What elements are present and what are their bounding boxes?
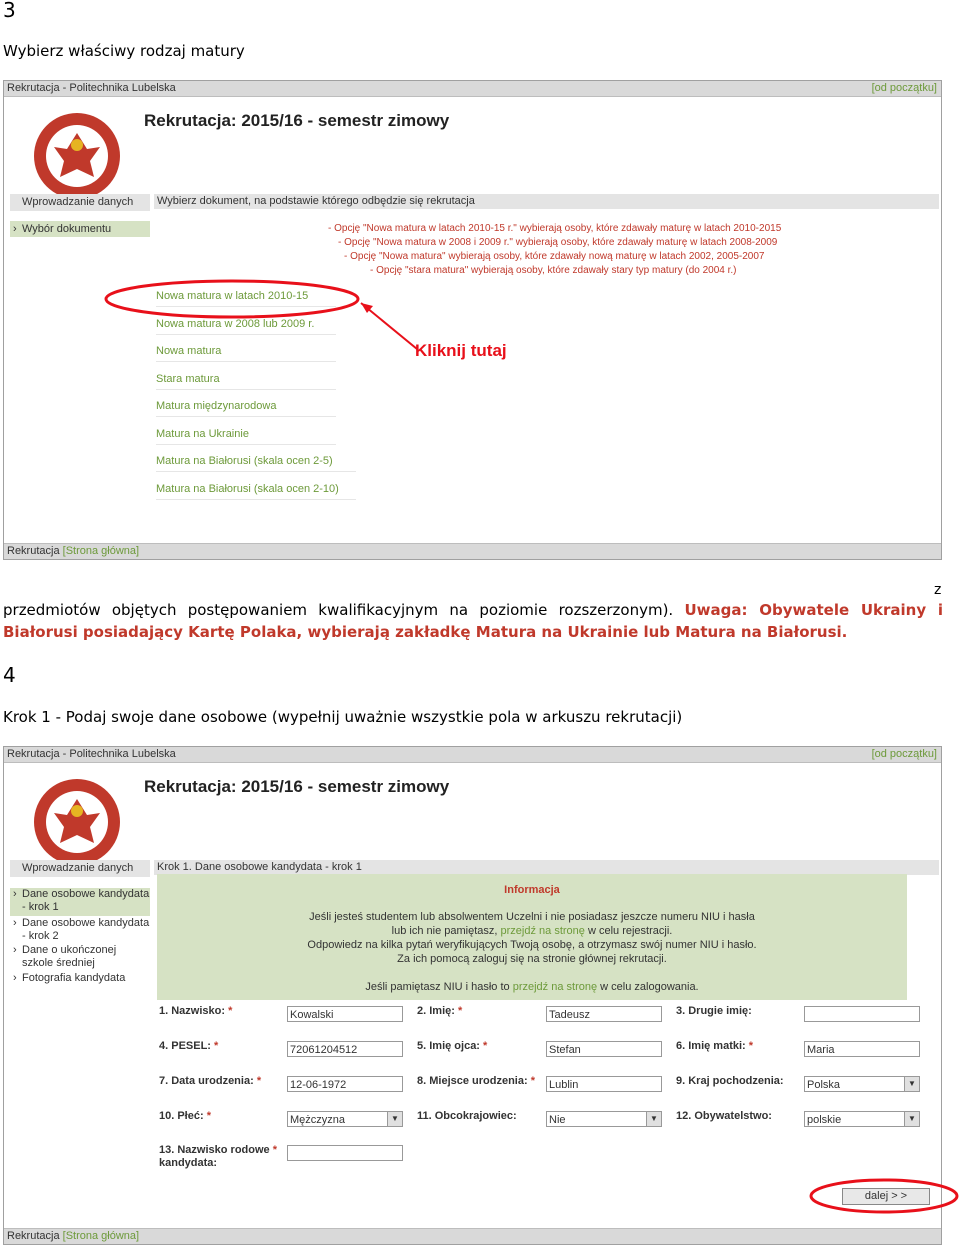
page-title: Rekrutacja: 2015/16 - semestr zimowy <box>144 777 450 796</box>
paragraph-normal-text: przedmiotów objętych postępowaniem kwalifikacyjnym na poziomie rozszerzonym). <box>3 601 674 619</box>
click-here-label: Kliknij tutaj <box>415 341 507 360</box>
dropdown-arrow-icon[interactable]: ▼ <box>387 1112 402 1126</box>
left-panel-heading: Wprowadzanie danych <box>10 860 150 877</box>
highlight-ellipse <box>811 1180 957 1212</box>
highlight-annotation <box>99 271 429 351</box>
citizenship-select[interactable] <box>804 1111 920 1127</box>
info-box <box>157 874 907 1000</box>
father-name-label: 5. Imię ojca: * <box>417 1040 488 1052</box>
sidebar-item-label: Fotografia kandydata <box>22 972 126 984</box>
sex-select[interactable] <box>287 1111 403 1127</box>
screenshot-personal-data-form <box>3 746 942 1245</box>
screenshot-matura-choice <box>3 80 942 560</box>
dropdown-arrow-icon[interactable]: ▼ <box>904 1077 919 1091</box>
sidebar-item-photo[interactable] <box>10 972 150 986</box>
chevron-right-icon: › <box>13 972 17 984</box>
chevron-right-icon: › <box>13 917 17 929</box>
foreigner-select[interactable] <box>546 1111 662 1127</box>
chevron-right-icon: › <box>13 888 17 900</box>
mother-name-label: 6. Imię matki: * <box>676 1040 754 1052</box>
info-text: Jeśli pamiętasz NIU i hasło to <box>365 981 513 993</box>
right-panel-heading: Wybierz dokument, na podstawie którego odbędzie się rekrutacja <box>154 194 939 209</box>
sidebar-item-school[interactable] <box>10 944 150 972</box>
window-footer <box>4 543 941 559</box>
note-line: - Opcję "stara matura" wybierają osoby, które zdawały stary typ matury (do 2004 r.) <box>370 265 737 276</box>
note-line: - Opcję "Nowa matura" wybierają osoby, które zdawały nową maturę w latach 2002, 2005-2007 <box>344 251 765 262</box>
next-button[interactable]: dalej > > <box>842 1188 930 1205</box>
restart-link[interactable]: [od początku] <box>871 82 937 94</box>
foreigner-label: 11. Obcokrajowiec: <box>417 1110 517 1122</box>
university-logo <box>32 777 122 867</box>
birth-date-input[interactable]: 12-06-1972 <box>287 1076 403 1092</box>
stray-character: z <box>934 582 942 598</box>
option-matura-ukraina[interactable]: Matura na Ukrainie <box>156 428 336 445</box>
warning-text: Uwaga: Obywatele Ukrainy i Białorusi posiadający Kartę Polaka, wybierają zakładkę Matura na Ukrainie lub Matura na Białorusi. <box>3 601 943 641</box>
maiden-name-input[interactable] <box>287 1145 403 1161</box>
info-line <box>157 924 907 938</box>
pesel-input[interactable]: 72061204512 <box>287 1041 403 1057</box>
first-name-input[interactable]: Tadeusz <box>546 1006 662 1022</box>
page-title: Rekrutacja: 2015/16 - semestr zimowy <box>144 111 450 130</box>
info-text: w celu zalogowania. <box>597 981 699 993</box>
dropdown-arrow-icon[interactable]: ▼ <box>904 1112 919 1126</box>
right-panel-heading: Krok 1. Dane osobowe kandydata - krok 1 <box>154 860 939 875</box>
country-select[interactable] <box>804 1076 920 1092</box>
info-line: Odpowiedz na kilka pytań weryfikujących Twoją osobę, a otrzymasz swój numer NIU i hasło. <box>307 939 757 951</box>
selected-value: Mężczyzna <box>290 1114 346 1126</box>
pesel-label: 4. PESEL: * <box>159 1040 219 1052</box>
topbar-title: Rekrutacja - Politechnika Lubelska <box>7 748 176 760</box>
info-line: Jeśli jesteś studentem lub absolwentem Uczelni i nie posiadasz jeszcze numeru NIU i hasła <box>309 911 755 923</box>
highlight-ellipse <box>106 281 358 317</box>
sidebar-item-label: Dane osobowe kandydata - krok 1 <box>22 888 150 913</box>
footer-label: Rekrutacja <box>7 545 60 557</box>
birth-place-input[interactable]: Lublin <box>546 1076 662 1092</box>
mother-name-input[interactable]: Maria <box>804 1041 920 1057</box>
home-link[interactable]: [Strona główna] <box>62 545 140 557</box>
sidebar-item-label: Dane osobowe kandydata - krok 2 <box>22 917 150 942</box>
second-name-input[interactable] <box>804 1006 920 1022</box>
sidebar-item-document[interactable] <box>10 221 150 237</box>
info-text: lub ich nie pamiętasz, <box>391 925 501 937</box>
note-line: - Opcję "Nowa matura w latach 2010-15 r." wybierają osoby, które zdawały maturę w latach 2010-2015 <box>328 223 782 234</box>
sidebar-item-label: Dane o ukończonej szkole średniej <box>22 944 117 969</box>
option-nowa-matura[interactable]: Nowa matura <box>156 345 336 362</box>
university-logo <box>32 111 122 201</box>
father-name-input[interactable]: Stefan <box>546 1041 662 1057</box>
step-number-4: 4 <box>3 663 16 687</box>
window-topbar <box>4 747 941 763</box>
selected-value: polskie <box>807 1114 842 1126</box>
option-matura-bialorus-2-10[interactable]: Matura na Białorusi (skala ocen 2-10) <box>156 483 356 500</box>
first-name-label: 2. Imię: * <box>417 1005 463 1017</box>
left-panel-heading: Wprowadzanie danych <box>10 194 150 211</box>
selected-value: Polska <box>807 1079 841 1091</box>
option-nowa-2010-15[interactable]: Nowa matura w latach 2010-15 <box>156 290 336 307</box>
citizenship-label: 12. Obywatelstwo: <box>676 1110 772 1122</box>
birth-place-label: 8. Miejsce urodzenia: * <box>417 1075 535 1087</box>
sidebar-item-step2[interactable] <box>10 917 150 945</box>
country-label: 9. Kraj pochodzenia: <box>676 1075 784 1087</box>
window-topbar <box>4 81 941 97</box>
window-footer <box>4 1228 941 1244</box>
note-line: - Opcję "Nowa matura w 2008 i 2009 r." wybierają osoby, które zdawały maturę w latach 2008-2009 <box>338 237 778 248</box>
selected-value: Nie <box>549 1114 566 1126</box>
home-link[interactable]: [Strona główna] <box>62 1230 140 1242</box>
surname-input[interactable]: Kowalski <box>287 1006 403 1022</box>
section-4-heading: Krok 1 - Podaj swoje dane osobowe (wypełnij uważnie wszystkie pola w arkuszu rekrutacji) <box>3 708 683 726</box>
info-line: Za ich pomocą zaloguj się na stronie głównej rekrutacji. <box>397 953 667 965</box>
topbar-title: Rekrutacja - Politechnika Lubelska <box>7 82 176 94</box>
dropdown-arrow-icon[interactable]: ▼ <box>646 1112 661 1126</box>
option-matura-bialorus-2-5[interactable]: Matura na Białorusi (skala ocen 2-5) <box>156 455 356 472</box>
step-number-3: 3 <box>3 0 16 22</box>
restart-link[interactable]: [od początku] <box>871 748 937 760</box>
sidebar-item-label: Wybór dokumentu <box>22 223 112 235</box>
maiden-name-label: 13. Nazwisko rodowe * kandydata: <box>159 1144 277 1169</box>
surname-label: 1. Nazwisko: * <box>159 1005 233 1017</box>
chevron-right-icon: › <box>13 223 17 235</box>
info-title: Informacja <box>504 884 560 896</box>
chevron-right-icon: › <box>13 944 17 956</box>
login-link[interactable]: przejdź na stronę <box>512 981 598 993</box>
sidebar-item-step1[interactable] <box>10 888 150 916</box>
sex-label: 10. Płeć: * <box>159 1110 211 1122</box>
info-line <box>157 980 907 994</box>
option-nowa-2008-2009[interactable]: Nowa matura w 2008 lub 2009 r. <box>156 318 336 335</box>
option-stara-matura[interactable]: Stara matura <box>156 373 336 390</box>
instruction-paragraph <box>3 599 943 643</box>
info-text: w celu rejestracji. <box>584 925 673 937</box>
footer-label: Rekrutacja <box>7 1230 60 1242</box>
birth-date-label: 7. Data urodzenia: * <box>159 1075 262 1087</box>
highlight-annotation <box>806 1177 960 1217</box>
option-matura-miedzynarodowa[interactable]: Matura międzynarodowa <box>156 400 336 417</box>
section-3-heading: Wybierz właściwy rodzaj matury <box>3 42 245 60</box>
register-link[interactable]: przejdź na stronę <box>500 925 585 937</box>
second-name-label: 3. Drugie imię: <box>676 1005 752 1017</box>
